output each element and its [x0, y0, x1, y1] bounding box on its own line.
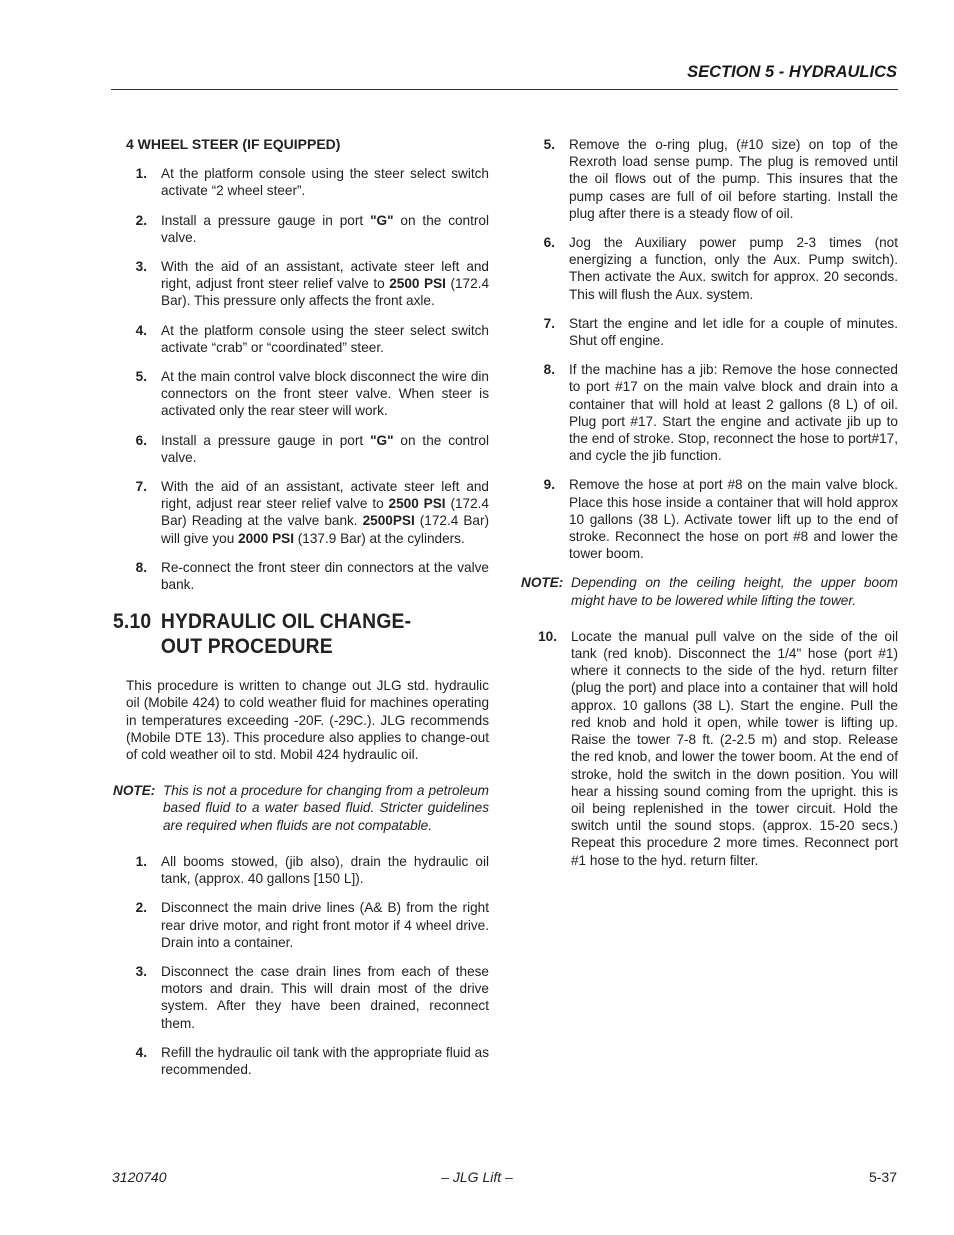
step-number: 8.: [135, 559, 147, 575]
step-number: 5.: [543, 137, 555, 152]
step-item: [113, 322, 489, 356]
step-item: [521, 361, 898, 464]
step-item: [113, 963, 489, 1032]
step-number: 6.: [543, 235, 555, 251]
step-number: 7.: [543, 315, 555, 331]
section-heading: [113, 609, 459, 659]
step-text: Disconnect the case drain lines from each of these motors and drain. This will drain most of the drive system. After they have been drained, reconnect them.: [161, 963, 489, 1031]
note-label: NOTE:: [113, 783, 156, 799]
step-item: [113, 368, 489, 420]
step-item: [113, 853, 489, 887]
doc-number: 3120740: [112, 1169, 167, 1185]
step-item: [521, 136, 898, 222]
step-number: 9.: [543, 477, 555, 493]
section-number: 5.10: [113, 610, 152, 634]
step-number: 6.: [135, 432, 147, 448]
step-text: Refill the hydraulic oil tank with the appropriate fluid as recommended.: [161, 1044, 489, 1077]
footer-brand: – JLG Lift –: [441, 1169, 513, 1185]
step-text: Re-connect the front steer din connectors at the valve bank.: [161, 559, 489, 593]
oil-steps-list: [113, 853, 489, 1078]
page-number: 5-37: [868, 1169, 897, 1185]
step-text: With the aid of an assistant, activate steer left and right, adjust rear steer relief valve to 2500 PSI (172.4 Bar) Reading at the valve bank. 2500PSI (172.4 Bar) will give you 2000 PSI (137.9 Bar) at the cylinders.: [161, 479, 490, 546]
step-text: At the platform console using the steer select switch activate “2 wheel steer”.: [161, 166, 489, 199]
step-number: 4.: [135, 322, 147, 338]
step-text: Install a pressure gauge in port "G" on the control valve.: [161, 212, 489, 245]
step-item: [113, 899, 489, 951]
step-number: 2.: [135, 900, 147, 916]
step-item: [521, 315, 898, 349]
step-item: [113, 258, 489, 310]
step-number: 7.: [135, 479, 147, 495]
step-item: [521, 476, 898, 562]
step-number: 3.: [135, 963, 147, 979]
note-block-right: [521, 574, 898, 608]
step-text: Install a pressure gauge in port "G" on the control valve.: [161, 432, 489, 465]
step-item: [521, 628, 898, 869]
step-text: Remove the hose at port #8 on the main valve block. Place this hose inside a container that will hold approx 10 gallons (38 L). Activate tower lift up to the end of stroke. Reconnect the hose on port #8 and lower the tower boom.: [569, 477, 898, 562]
step-text: Jog the Auxiliary power pump 2-3 times (not energizing a function, only the Aux. Pump switch). Then activate the Aux. switch for approx. 20 seconds. This will flush the Aux. system.: [569, 235, 898, 302]
step-number: 5.: [135, 369, 147, 385]
step-item: [113, 212, 489, 246]
steer-steps-list: [113, 165, 489, 593]
step-text: Remove the o-ring plug, (#10 size) on top of the Rexroth load sense pump. The plug is removed until the oil flows out of the pump. This insures that the pump cases are full of oil before starting. Install the plug after there is a steady flow of oil.: [569, 137, 898, 221]
note-text: This is not a procedure for changing from a petroleum based fluid to a water based fluid. Stricter guidelines are required when fluids are not compatable.: [163, 783, 489, 833]
step-number: 1.: [135, 166, 147, 182]
step-text: With the aid of an assistant, activate steer left and right, adjust front steer relief valve to 2500 PSI (172.4 Bar). This pressure only affects the front axle.: [161, 259, 490, 309]
step-text: At the platform console using the steer select switch activate “crab” or “coordinated” steer.: [161, 322, 489, 355]
step-number: 4.: [135, 1044, 147, 1060]
note-block: [113, 782, 489, 834]
step-item: [113, 165, 489, 199]
intro-paragraph: This procedure is written to change out JLG std. hydraulic oil (Mobile 424) to cold weather fluid for machines operating in temperatures exceeding -20F. (-29C.). JLG recommends (Mobile DTE 13). This procedure also applies to change-out of cold weather oil to std. Mobil 424 hydraulic oil.: [126, 678, 489, 763]
section-title: HYDRAULIC OIL CHANGE-OUT PROCEDURE: [160, 610, 412, 659]
step-number: 2.: [135, 212, 147, 228]
step-item: [113, 559, 489, 593]
steer-subheading: 4 WHEEL STEER (IF EQUIPPED): [126, 136, 341, 152]
step-text: All booms stowed, (jib also), drain the hydraulic oil tank, (approx. 40 gallons [150 L]).: [161, 853, 489, 887]
right-steps-list-a: [521, 136, 898, 562]
step-text: At the main control valve block disconnect the wire din connectors on the front steer valve. When steer is activated only the rear steer will work.: [161, 369, 489, 419]
step-number: 3.: [135, 259, 147, 275]
note-label-right: NOTE:: [521, 575, 564, 591]
step-text: If the machine has a jib: Remove the hose connected to port #17 on the main valve block and drain into a container that will hold at least 2 gallons (8 L) of oil. Plug port #17. Start the engine and activate jib up to the end of stroke. Stop, reconnect the hose to port#17, and cycle the jib function.: [569, 362, 898, 464]
step-item: [113, 478, 489, 547]
step-text: Disconnect the main drive lines (A& B) from the right rear drive motor, and right front motor if 4 wheel drive. Drain into a container.: [161, 900, 489, 950]
step-number: 10.: [538, 628, 557, 644]
step-number: 8.: [543, 362, 555, 378]
note-text-right: Depending on the ceiling height, the upper boom might have to be lowered while lifting the tower.: [571, 575, 898, 608]
step-text: Locate the manual pull valve on the side of the oil tank (red knob). Disconnect the 1/4" hose (port #1) where it connects to the side of the hyd. return filter (plug the port) and place into a container that will hold approx. 10 gallons (38 L). Start the engine. Pull the red knob and hold it open, while tower is lifting up. Raise the tower 7-8 ft. (2-2.5 m) and stop. Release the red knob, and lower the tower boom. At the end of stroke, hold the switch in the down position. You will hear a hissing sound coming from the upright. this is oil being replenished in the tower circuit. Hold the switch until the sound stops. (approx. 15-20 secs.) Repeat this procedure 2 more times. Reconnect port #1 hose to the hyd. return filter.: [571, 628, 898, 868]
right-column: [521, 136, 898, 881]
step-item: [113, 1044, 489, 1078]
step-item: [113, 432, 489, 466]
right-steps-list-b: [521, 628, 898, 869]
step-text: Start the engine and let idle for a couple of minutes. Shut off engine.: [569, 315, 898, 349]
left-column: [113, 136, 489, 1090]
step-item: [521, 234, 898, 303]
header-rule: [111, 89, 898, 90]
step-number: 1.: [135, 853, 147, 869]
section-header-title: SECTION 5 - HYDRAULICS: [687, 63, 897, 81]
